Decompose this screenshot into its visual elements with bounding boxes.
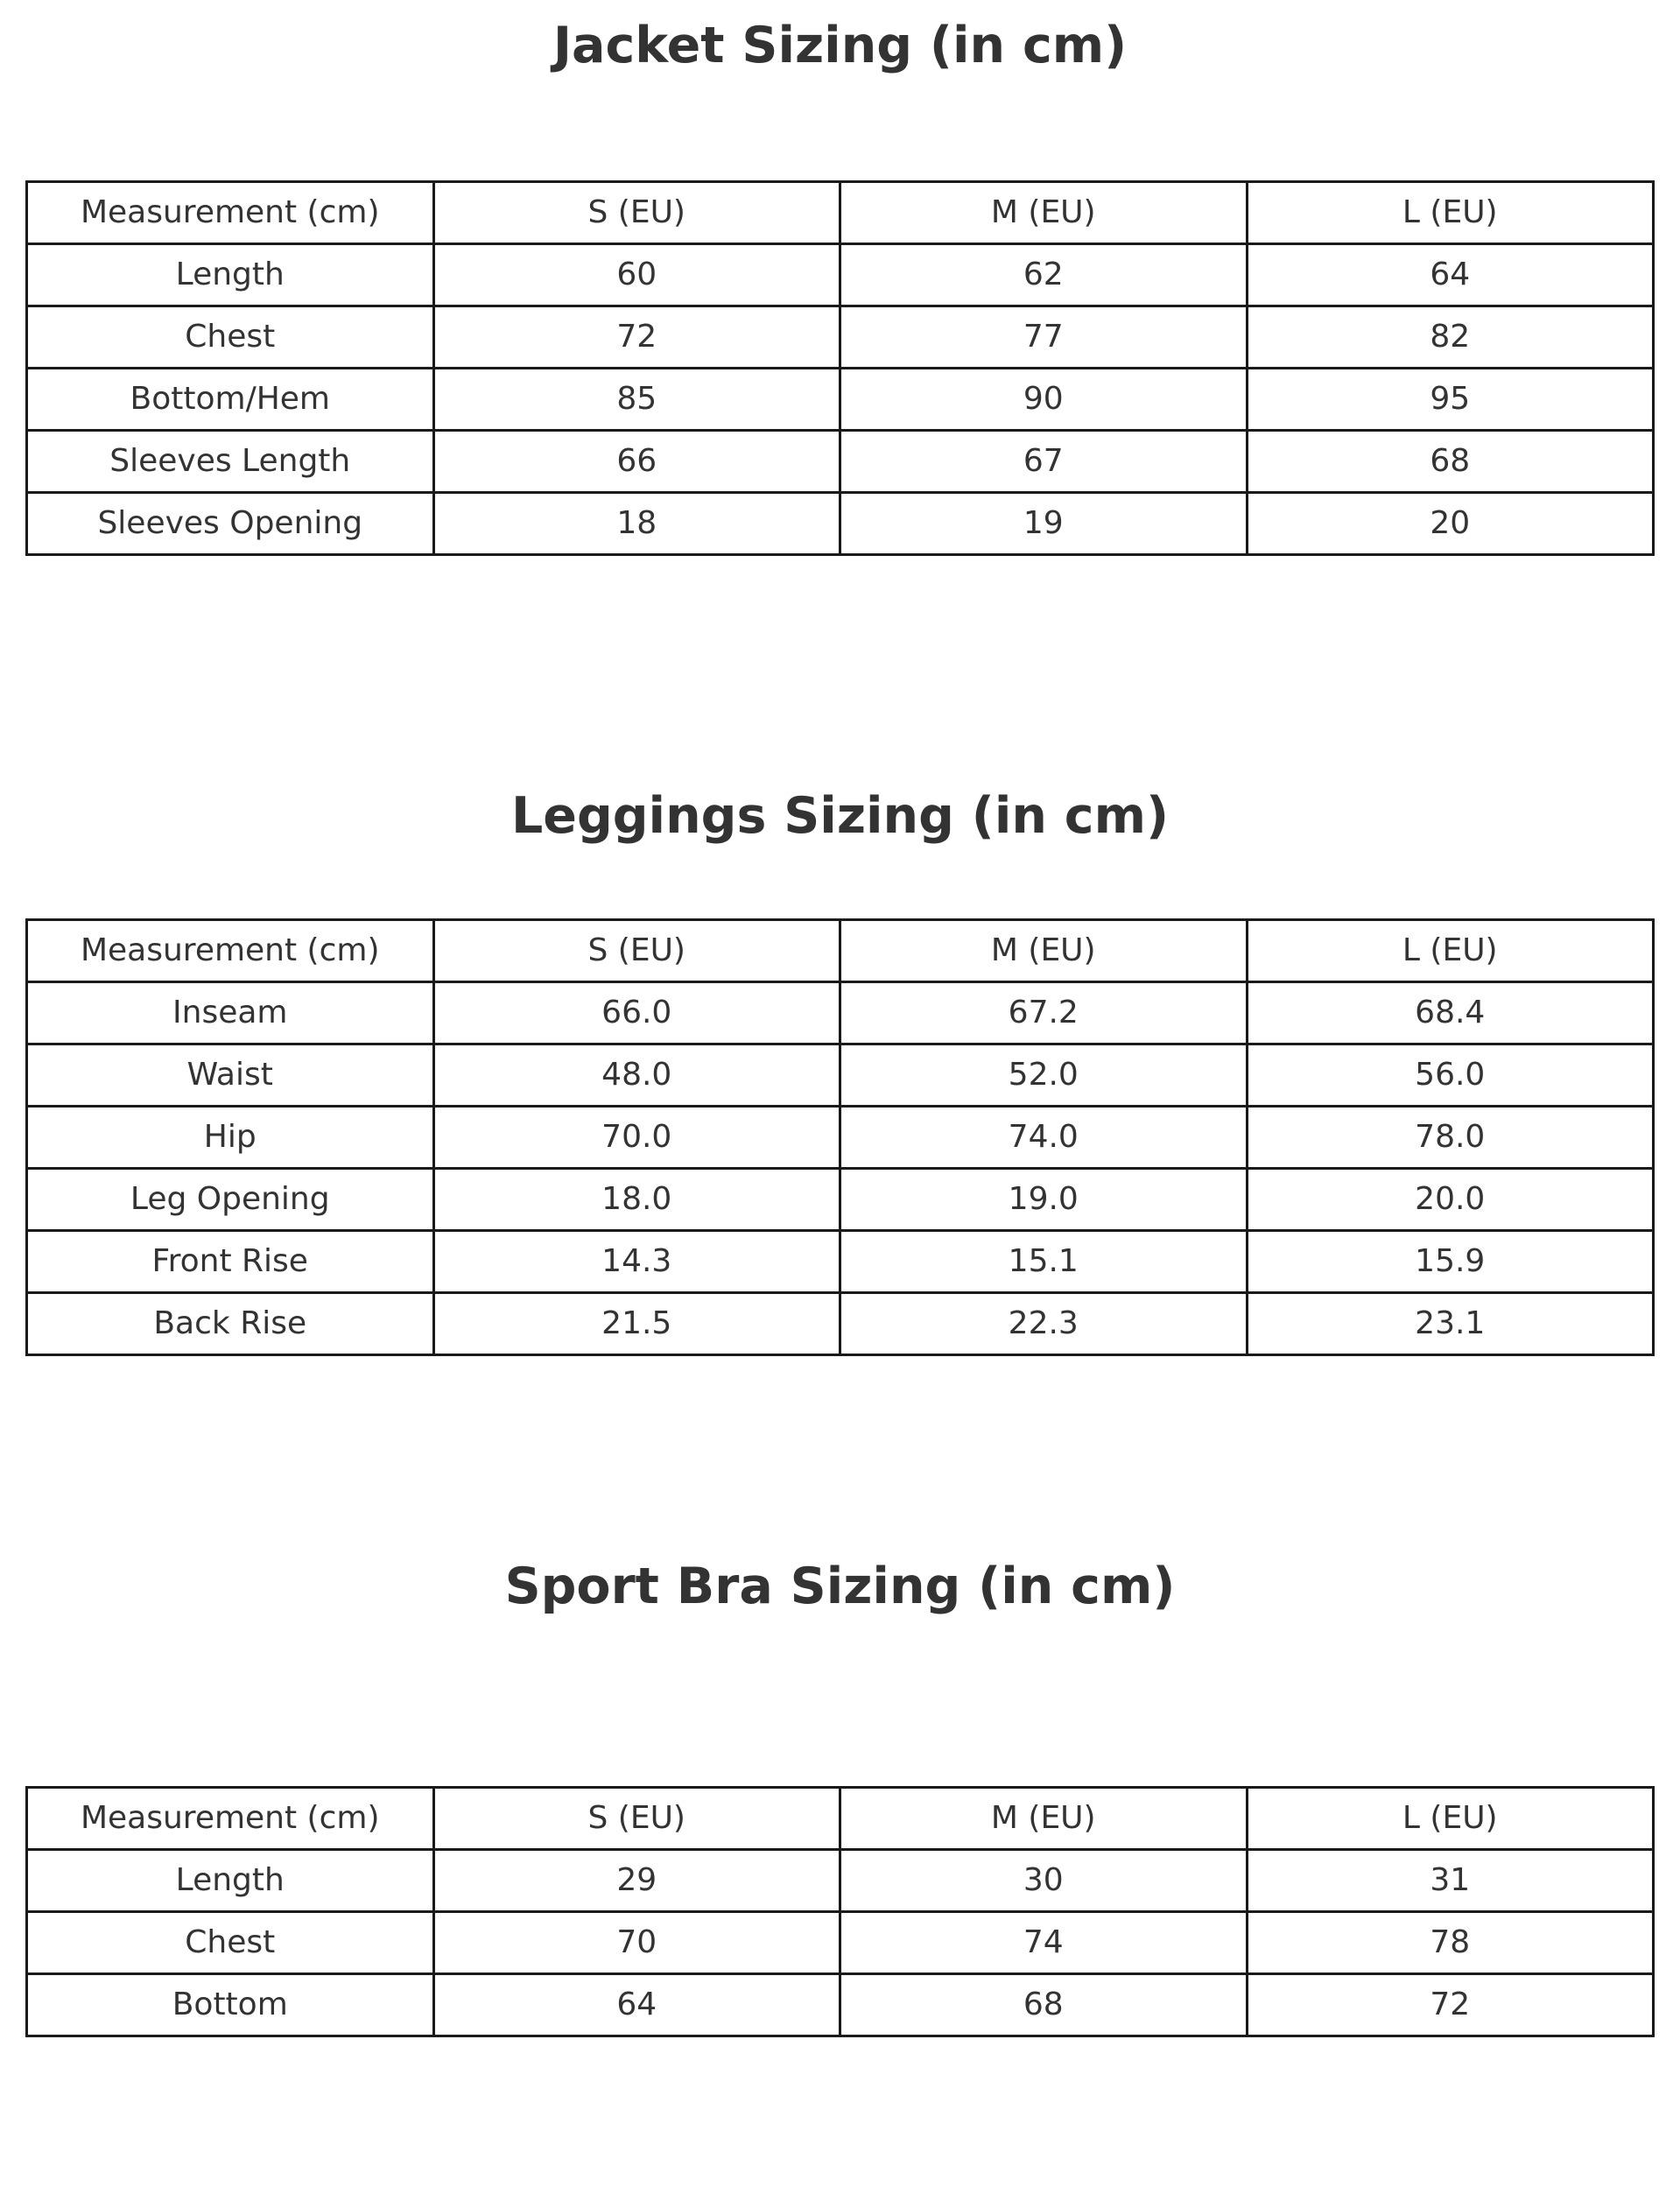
table-row xyxy=(27,431,1654,493)
column-header: Measurement (cm) xyxy=(27,182,434,244)
measurement-label-cell: Chest xyxy=(27,306,434,369)
size-value-cell: 21.5 xyxy=(433,1293,840,1355)
table-row xyxy=(27,982,1654,1044)
sport-bra-sizing-title: Sport Bra Sizing (in cm) xyxy=(504,1558,1176,1615)
size-value-cell: 19.0 xyxy=(840,1169,1248,1231)
measurement-label-cell: Bottom xyxy=(27,1974,434,2036)
measurement-label-cell: Length xyxy=(27,244,434,306)
size-value-cell: 68.4 xyxy=(1247,982,1654,1044)
table-row xyxy=(27,1293,1654,1355)
table-row xyxy=(27,244,1654,306)
measurement-label-cell: Leg Opening xyxy=(27,1169,434,1231)
size-value-cell: 64 xyxy=(433,1974,840,2036)
measurement-label-cell: Front Rise xyxy=(27,1231,434,1293)
measurement-label-cell: Length xyxy=(27,1850,434,1912)
size-value-cell: 64 xyxy=(1247,244,1654,306)
column-header: L (EU) xyxy=(1247,1788,1654,1850)
size-value-cell: 20 xyxy=(1247,493,1654,555)
column-header: M (EU) xyxy=(840,920,1248,982)
jacket-sizing-table xyxy=(25,180,1655,556)
column-header: Measurement (cm) xyxy=(27,1788,434,1850)
size-value-cell: 74.0 xyxy=(840,1107,1248,1169)
measurement-label-cell: Hip xyxy=(27,1107,434,1169)
size-value-cell: 72 xyxy=(433,306,840,369)
size-value-cell: 62 xyxy=(840,244,1248,306)
size-value-cell: 70 xyxy=(433,1912,840,1974)
measurement-label-cell: Back Rise xyxy=(27,1293,434,1355)
size-value-cell: 66.0 xyxy=(433,982,840,1044)
size-value-cell: 15.9 xyxy=(1247,1231,1654,1293)
size-value-cell: 29 xyxy=(433,1850,840,1912)
table-row xyxy=(27,1169,1654,1231)
table-row xyxy=(27,1231,1654,1293)
size-value-cell: 72 xyxy=(1247,1974,1654,2036)
size-value-cell: 22.3 xyxy=(840,1293,1248,1355)
column-header: S (EU) xyxy=(433,1788,840,1850)
size-value-cell: 74 xyxy=(840,1912,1248,1974)
table-header-row xyxy=(27,920,1654,982)
size-value-cell: 77 xyxy=(840,306,1248,369)
size-value-cell: 31 xyxy=(1247,1850,1654,1912)
size-value-cell: 67 xyxy=(840,431,1248,493)
size-value-cell: 60 xyxy=(433,244,840,306)
measurement-label-cell: Bottom/Hem xyxy=(27,369,434,431)
table-header-row xyxy=(27,1788,1654,1850)
table-row xyxy=(27,306,1654,369)
size-value-cell: 95 xyxy=(1247,369,1654,431)
jacket-sizing-title: Jacket Sizing (in cm) xyxy=(552,17,1128,74)
measurement-label-cell: Chest xyxy=(27,1912,434,1974)
table-row xyxy=(27,493,1654,555)
table-row xyxy=(27,1044,1654,1107)
column-header: S (EU) xyxy=(433,920,840,982)
size-value-cell: 48.0 xyxy=(433,1044,840,1107)
size-value-cell: 20.0 xyxy=(1247,1169,1654,1231)
size-value-cell: 56.0 xyxy=(1247,1044,1654,1107)
size-value-cell: 23.1 xyxy=(1247,1293,1654,1355)
size-value-cell: 70.0 xyxy=(433,1107,840,1169)
size-value-cell: 19 xyxy=(840,493,1248,555)
table-row xyxy=(27,1850,1654,1912)
column-header: M (EU) xyxy=(840,1788,1248,1850)
size-value-cell: 52.0 xyxy=(840,1044,1248,1107)
measurement-label-cell: Sleeves Length xyxy=(27,431,434,493)
measurement-label-cell: Waist xyxy=(27,1044,434,1107)
measurement-label-cell: Sleeves Opening xyxy=(27,493,434,555)
size-value-cell: 90 xyxy=(840,369,1248,431)
measurement-label-cell: Inseam xyxy=(27,982,434,1044)
table-row xyxy=(27,1912,1654,1974)
column-header: L (EU) xyxy=(1247,182,1654,244)
size-value-cell: 68 xyxy=(840,1974,1248,2036)
leggings-sizing-title: Leggings Sizing (in cm) xyxy=(510,787,1170,845)
size-value-cell: 15.1 xyxy=(840,1231,1248,1293)
column-header: S (EU) xyxy=(433,182,840,244)
size-value-cell: 82 xyxy=(1247,306,1654,369)
leggings-sizing-table xyxy=(25,918,1655,1356)
table-header-row xyxy=(27,182,1654,244)
size-value-cell: 14.3 xyxy=(433,1231,840,1293)
table-row xyxy=(27,369,1654,431)
size-value-cell: 78.0 xyxy=(1247,1107,1654,1169)
size-value-cell: 18 xyxy=(433,493,840,555)
size-value-cell: 68 xyxy=(1247,431,1654,493)
size-value-cell: 66 xyxy=(433,431,840,493)
size-value-cell: 85 xyxy=(433,369,840,431)
column-header: Measurement (cm) xyxy=(27,920,434,982)
sport-bra-sizing-table xyxy=(25,1786,1655,2037)
table-row xyxy=(27,1974,1654,2036)
size-value-cell: 78 xyxy=(1247,1912,1654,1974)
table-row xyxy=(27,1107,1654,1169)
column-header: L (EU) xyxy=(1247,920,1654,982)
column-header: M (EU) xyxy=(840,182,1248,244)
size-value-cell: 67.2 xyxy=(840,982,1248,1044)
size-value-cell: 30 xyxy=(840,1850,1248,1912)
size-value-cell: 18.0 xyxy=(433,1169,840,1231)
